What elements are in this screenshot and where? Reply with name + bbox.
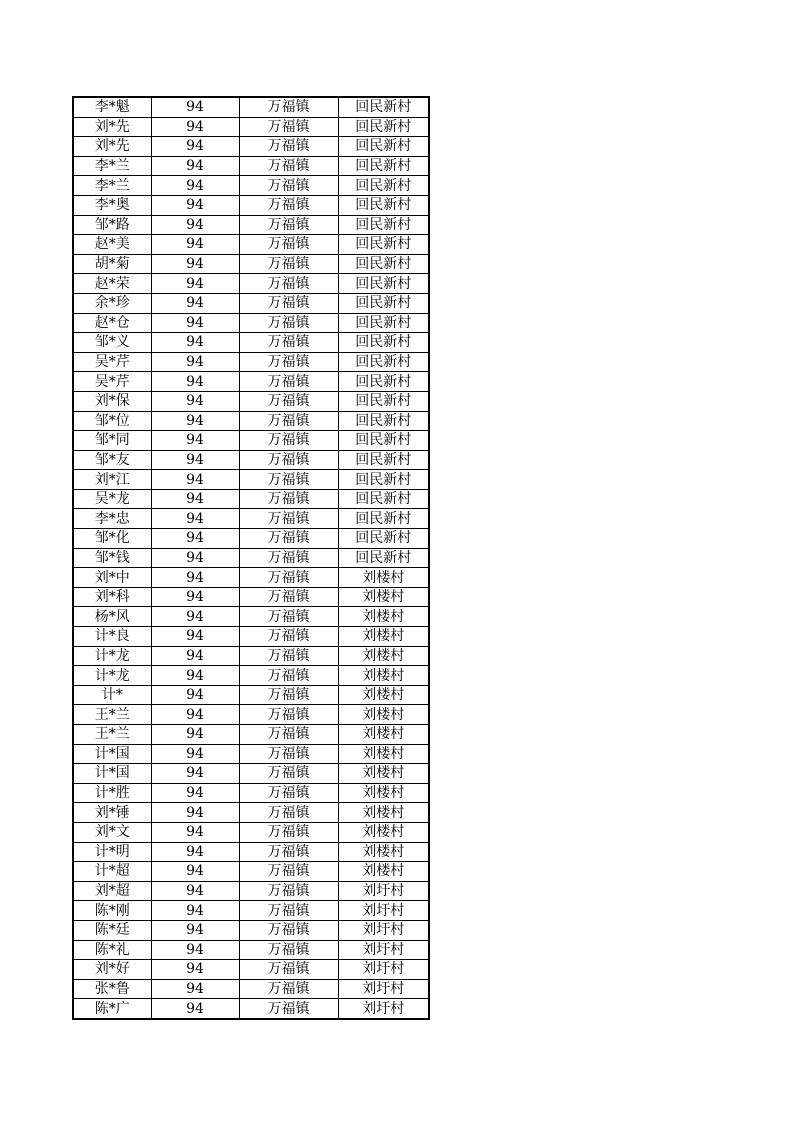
name-cell: 刘*锤	[73, 803, 151, 823]
name-cell: 李*兰	[73, 176, 151, 196]
town-cell: 万福镇	[239, 215, 338, 235]
data-table	[72, 96, 430, 1020]
number-cell: 94	[151, 176, 239, 196]
town-cell: 万福镇	[239, 137, 338, 157]
town-cell: 万福镇	[239, 607, 338, 627]
number-cell: 94	[151, 901, 239, 921]
village-cell: 回民新村	[338, 176, 429, 196]
name-cell: 陈*廷	[73, 920, 151, 940]
town-cell: 万福镇	[239, 940, 338, 960]
name-cell: 刘*中	[73, 568, 151, 588]
name-cell: 邹*同	[73, 431, 151, 451]
number-cell: 94	[151, 274, 239, 294]
town-cell: 万福镇	[239, 293, 338, 313]
number-cell: 94	[151, 391, 239, 411]
number-cell: 94	[151, 822, 239, 842]
table-row	[73, 235, 429, 255]
name-cell: 邹*钱	[73, 548, 151, 568]
table-row	[73, 646, 429, 666]
table-row	[73, 607, 429, 627]
name-cell: 吴*芹	[73, 352, 151, 372]
village-cell: 刘楼村	[338, 568, 429, 588]
number-cell: 94	[151, 627, 239, 647]
table-row	[73, 979, 429, 999]
table-row	[73, 881, 429, 901]
town-cell: 万福镇	[239, 450, 338, 470]
name-cell: 刘*文	[73, 822, 151, 842]
name-cell: 吴*芹	[73, 372, 151, 392]
table-row	[73, 274, 429, 294]
number-cell: 94	[151, 960, 239, 980]
village-cell: 刘楼村	[338, 627, 429, 647]
town-cell: 万福镇	[239, 470, 338, 490]
table-row	[73, 156, 429, 176]
village-cell: 回民新村	[338, 97, 429, 117]
village-cell: 刘楼村	[338, 725, 429, 745]
number-cell: 94	[151, 842, 239, 862]
table-row	[73, 313, 429, 333]
village-cell: 回民新村	[338, 215, 429, 235]
name-cell: 余*珍	[73, 293, 151, 313]
table-row	[73, 901, 429, 921]
village-cell: 刘圩村	[338, 999, 429, 1019]
table-row	[73, 705, 429, 725]
town-cell: 万福镇	[239, 881, 338, 901]
number-cell: 94	[151, 489, 239, 509]
table-row	[73, 293, 429, 313]
village-cell: 刘圩村	[338, 920, 429, 940]
table-body	[73, 97, 429, 1019]
number-cell: 94	[151, 215, 239, 235]
name-cell: 邹*义	[73, 333, 151, 353]
number-cell: 94	[151, 352, 239, 372]
village-cell: 刘圩村	[338, 960, 429, 980]
table-row	[73, 372, 429, 392]
name-cell: 邹*化	[73, 529, 151, 549]
table-row	[73, 783, 429, 803]
number-cell: 94	[151, 685, 239, 705]
village-cell: 刘楼村	[338, 646, 429, 666]
town-cell: 万福镇	[239, 97, 338, 117]
table-row	[73, 352, 429, 372]
name-cell: 邹*位	[73, 411, 151, 431]
number-cell: 94	[151, 509, 239, 529]
town-cell: 万福镇	[239, 901, 338, 921]
name-cell: 邹*路	[73, 215, 151, 235]
name-cell: 刘*好	[73, 960, 151, 980]
number-cell: 94	[151, 587, 239, 607]
table-row	[73, 117, 429, 137]
town-cell: 万福镇	[239, 685, 338, 705]
number-cell: 94	[151, 920, 239, 940]
town-cell: 万福镇	[239, 117, 338, 137]
name-cell: 刘*科	[73, 587, 151, 607]
number-cell: 94	[151, 235, 239, 255]
table-row	[73, 431, 429, 451]
village-cell: 回民新村	[338, 293, 429, 313]
village-cell: 回民新村	[338, 195, 429, 215]
number-cell: 94	[151, 666, 239, 686]
town-cell: 万福镇	[239, 274, 338, 294]
number-cell: 94	[151, 979, 239, 999]
town-cell: 万福镇	[239, 411, 338, 431]
table-row	[73, 489, 429, 509]
table-row	[73, 940, 429, 960]
village-cell: 回民新村	[338, 391, 429, 411]
number-cell: 94	[151, 431, 239, 451]
number-cell: 94	[151, 411, 239, 431]
table-row	[73, 803, 429, 823]
town-cell: 万福镇	[239, 254, 338, 274]
number-cell: 94	[151, 470, 239, 490]
village-cell: 回民新村	[338, 235, 429, 255]
village-cell: 刘楼村	[338, 783, 429, 803]
town-cell: 万福镇	[239, 195, 338, 215]
number-cell: 94	[151, 313, 239, 333]
village-cell: 回民新村	[338, 431, 429, 451]
name-cell: 陈*刚	[73, 901, 151, 921]
village-cell: 回民新村	[338, 352, 429, 372]
village-cell: 回民新村	[338, 509, 429, 529]
name-cell: 陈*广	[73, 999, 151, 1019]
number-cell: 94	[151, 450, 239, 470]
town-cell: 万福镇	[239, 705, 338, 725]
village-cell: 回民新村	[338, 117, 429, 137]
number-cell: 94	[151, 293, 239, 313]
name-cell: 计*胜	[73, 783, 151, 803]
number-cell: 94	[151, 764, 239, 784]
number-cell: 94	[151, 137, 239, 157]
village-cell: 刘楼村	[338, 685, 429, 705]
town-cell: 万福镇	[239, 176, 338, 196]
number-cell: 94	[151, 607, 239, 627]
town-cell: 万福镇	[239, 352, 338, 372]
table-row	[73, 450, 429, 470]
table-row	[73, 137, 429, 157]
name-cell: 张*鲁	[73, 979, 151, 999]
number-cell: 94	[151, 725, 239, 745]
table-row	[73, 666, 429, 686]
number-cell: 94	[151, 372, 239, 392]
name-cell: 王*兰	[73, 705, 151, 725]
name-cell: 邹*友	[73, 450, 151, 470]
name-cell: 陈*礼	[73, 940, 151, 960]
number-cell: 94	[151, 803, 239, 823]
table-row	[73, 529, 429, 549]
town-cell: 万福镇	[239, 764, 338, 784]
table-row	[73, 685, 429, 705]
town-cell: 万福镇	[239, 960, 338, 980]
name-cell: 计*	[73, 685, 151, 705]
town-cell: 万福镇	[239, 999, 338, 1019]
village-cell: 回民新村	[338, 548, 429, 568]
table-row	[73, 215, 429, 235]
name-cell: 刘*先	[73, 137, 151, 157]
town-cell: 万福镇	[239, 156, 338, 176]
town-cell: 万福镇	[239, 509, 338, 529]
town-cell: 万福镇	[239, 646, 338, 666]
village-cell: 刘楼村	[338, 842, 429, 862]
name-cell: 计*国	[73, 744, 151, 764]
table-row	[73, 254, 429, 274]
number-cell: 94	[151, 97, 239, 117]
name-cell: 李*兰	[73, 156, 151, 176]
number-cell: 94	[151, 156, 239, 176]
name-cell: 计*超	[73, 862, 151, 882]
village-cell: 刘楼村	[338, 862, 429, 882]
number-cell: 94	[151, 254, 239, 274]
name-cell: 计*龙	[73, 646, 151, 666]
town-cell: 万福镇	[239, 431, 338, 451]
number-cell: 94	[151, 195, 239, 215]
table-row	[73, 822, 429, 842]
town-cell: 万福镇	[239, 862, 338, 882]
village-cell: 刘圩村	[338, 881, 429, 901]
name-cell: 李*魁	[73, 97, 151, 117]
number-cell: 94	[151, 548, 239, 568]
name-cell: 赵*荣	[73, 274, 151, 294]
name-cell: 计*龙	[73, 666, 151, 686]
town-cell: 万福镇	[239, 529, 338, 549]
table-row	[73, 744, 429, 764]
table-row	[73, 391, 429, 411]
town-cell: 万福镇	[239, 979, 338, 999]
name-cell: 计*明	[73, 842, 151, 862]
name-cell: 胡*菊	[73, 254, 151, 274]
name-cell: 赵*美	[73, 235, 151, 255]
number-cell: 94	[151, 999, 239, 1019]
table-row	[73, 999, 429, 1019]
town-cell: 万福镇	[239, 313, 338, 333]
village-cell: 刘楼村	[338, 607, 429, 627]
town-cell: 万福镇	[239, 803, 338, 823]
number-cell: 94	[151, 333, 239, 353]
village-cell: 回民新村	[338, 411, 429, 431]
number-cell: 94	[151, 862, 239, 882]
table-row	[73, 920, 429, 940]
village-cell: 回民新村	[338, 137, 429, 157]
village-cell: 刘楼村	[338, 822, 429, 842]
number-cell: 94	[151, 529, 239, 549]
name-cell: 赵*仓	[73, 313, 151, 333]
number-cell: 94	[151, 783, 239, 803]
town-cell: 万福镇	[239, 783, 338, 803]
name-cell: 计*国	[73, 764, 151, 784]
number-cell: 94	[151, 940, 239, 960]
number-cell: 94	[151, 881, 239, 901]
town-cell: 万福镇	[239, 372, 338, 392]
village-cell: 刘圩村	[338, 901, 429, 921]
village-cell: 刘楼村	[338, 587, 429, 607]
village-cell: 刘楼村	[338, 803, 429, 823]
table-row	[73, 548, 429, 568]
village-cell: 回民新村	[338, 156, 429, 176]
village-cell: 刘圩村	[338, 979, 429, 999]
table-row	[73, 764, 429, 784]
town-cell: 万福镇	[239, 235, 338, 255]
table-row	[73, 509, 429, 529]
village-cell: 刘楼村	[338, 744, 429, 764]
village-cell: 回民新村	[338, 489, 429, 509]
town-cell: 万福镇	[239, 744, 338, 764]
name-cell: 计*良	[73, 627, 151, 647]
town-cell: 万福镇	[239, 842, 338, 862]
village-cell: 刘楼村	[338, 666, 429, 686]
table-row	[73, 176, 429, 196]
number-cell: 94	[151, 744, 239, 764]
number-cell: 94	[151, 568, 239, 588]
table-row	[73, 627, 429, 647]
name-cell: 刘*先	[73, 117, 151, 137]
table-row	[73, 411, 429, 431]
town-cell: 万福镇	[239, 333, 338, 353]
town-cell: 万福镇	[239, 587, 338, 607]
town-cell: 万福镇	[239, 725, 338, 745]
village-cell: 回民新村	[338, 333, 429, 353]
number-cell: 94	[151, 646, 239, 666]
name-cell: 吴*龙	[73, 489, 151, 509]
town-cell: 万福镇	[239, 568, 338, 588]
table-row	[73, 587, 429, 607]
table-row	[73, 333, 429, 353]
town-cell: 万福镇	[239, 391, 338, 411]
table-row	[73, 195, 429, 215]
number-cell: 94	[151, 705, 239, 725]
table-row	[73, 470, 429, 490]
name-cell: 李*奥	[73, 195, 151, 215]
village-cell: 回民新村	[338, 470, 429, 490]
name-cell: 刘*保	[73, 391, 151, 411]
table-row	[73, 568, 429, 588]
table-row	[73, 842, 429, 862]
town-cell: 万福镇	[239, 666, 338, 686]
table-row	[73, 725, 429, 745]
village-cell: 回民新村	[338, 313, 429, 333]
village-cell: 回民新村	[338, 372, 429, 392]
name-cell: 刘*江	[73, 470, 151, 490]
name-cell: 李*忠	[73, 509, 151, 529]
name-cell: 刘*超	[73, 881, 151, 901]
table-row	[73, 960, 429, 980]
town-cell: 万福镇	[239, 822, 338, 842]
table-row	[73, 862, 429, 882]
town-cell: 万福镇	[239, 548, 338, 568]
village-cell: 回民新村	[338, 529, 429, 549]
village-cell: 刘楼村	[338, 764, 429, 784]
town-cell: 万福镇	[239, 627, 338, 647]
town-cell: 万福镇	[239, 920, 338, 940]
town-cell: 万福镇	[239, 489, 338, 509]
name-cell: 杨*风	[73, 607, 151, 627]
name-cell: 王*兰	[73, 725, 151, 745]
village-cell: 回民新村	[338, 450, 429, 470]
village-cell: 回民新村	[338, 274, 429, 294]
village-cell: 回民新村	[338, 254, 429, 274]
number-cell: 94	[151, 117, 239, 137]
table-row	[73, 97, 429, 117]
village-cell: 刘楼村	[338, 705, 429, 725]
village-cell: 刘圩村	[338, 940, 429, 960]
